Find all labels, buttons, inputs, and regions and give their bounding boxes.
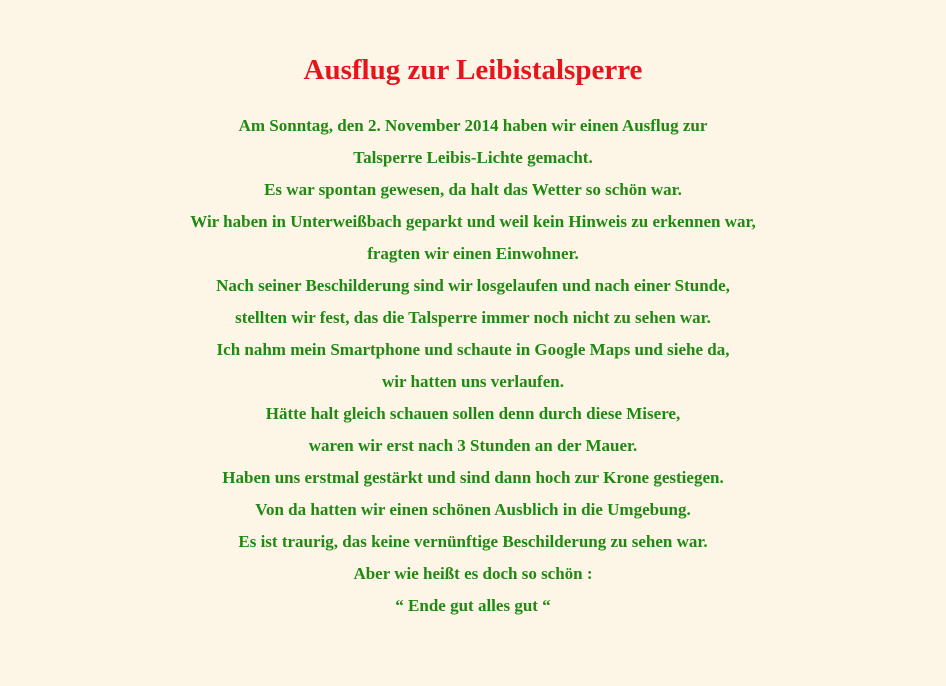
text-line: Am Sonntag, den 2. November 2014 haben wir einen Ausflug zur [238, 116, 708, 135]
text-line: Es war spontan gewesen, da halt das Wetter so schön war. [264, 180, 682, 199]
text-line: stellten wir fest, das die Talsperre immer noch nicht zu sehen war. [235, 308, 711, 327]
page-title: Ausflug zur Leibistalsperre [303, 54, 643, 86]
text-line: fragten wir einen Einwohner. [367, 244, 579, 263]
text-line: wir hatten uns verlaufen. [382, 372, 564, 391]
text-line: Hätte halt gleich schauen sollen denn durch diese Misere, [265, 404, 681, 423]
text-line: Ich nahm mein Smartphone und schaute in Google Maps und siehe da, [216, 340, 730, 359]
text-line: Von da hatten wir einen schönen Ausblich in die Umgebung. [255, 500, 691, 519]
text-line-closing-quote: “ Ende gut alles gut “ [395, 596, 551, 615]
text-line: Es ist traurig, das keine vernünftige Beschilderung zu sehen war. [238, 532, 708, 551]
text-line: Talsperre Leibis-Lichte gemacht. [353, 148, 593, 167]
text-line: Aber wie heißt es doch so schön : [353, 564, 593, 583]
text-line: Wir haben in Unterweißbach geparkt und weil kein Hinweis zu erkennen war, [190, 212, 756, 231]
text-line: waren wir erst nach 3 Stunden an der Mauer. [308, 436, 638, 455]
text-line: Haben uns erstmal gestärkt und sind dann hoch zur Krone gestiegen. [222, 468, 724, 487]
text-line: Nach seiner Beschilderung sind wir losgelaufen und nach einer Stunde, [216, 276, 730, 295]
story-text [0, 110, 946, 622]
